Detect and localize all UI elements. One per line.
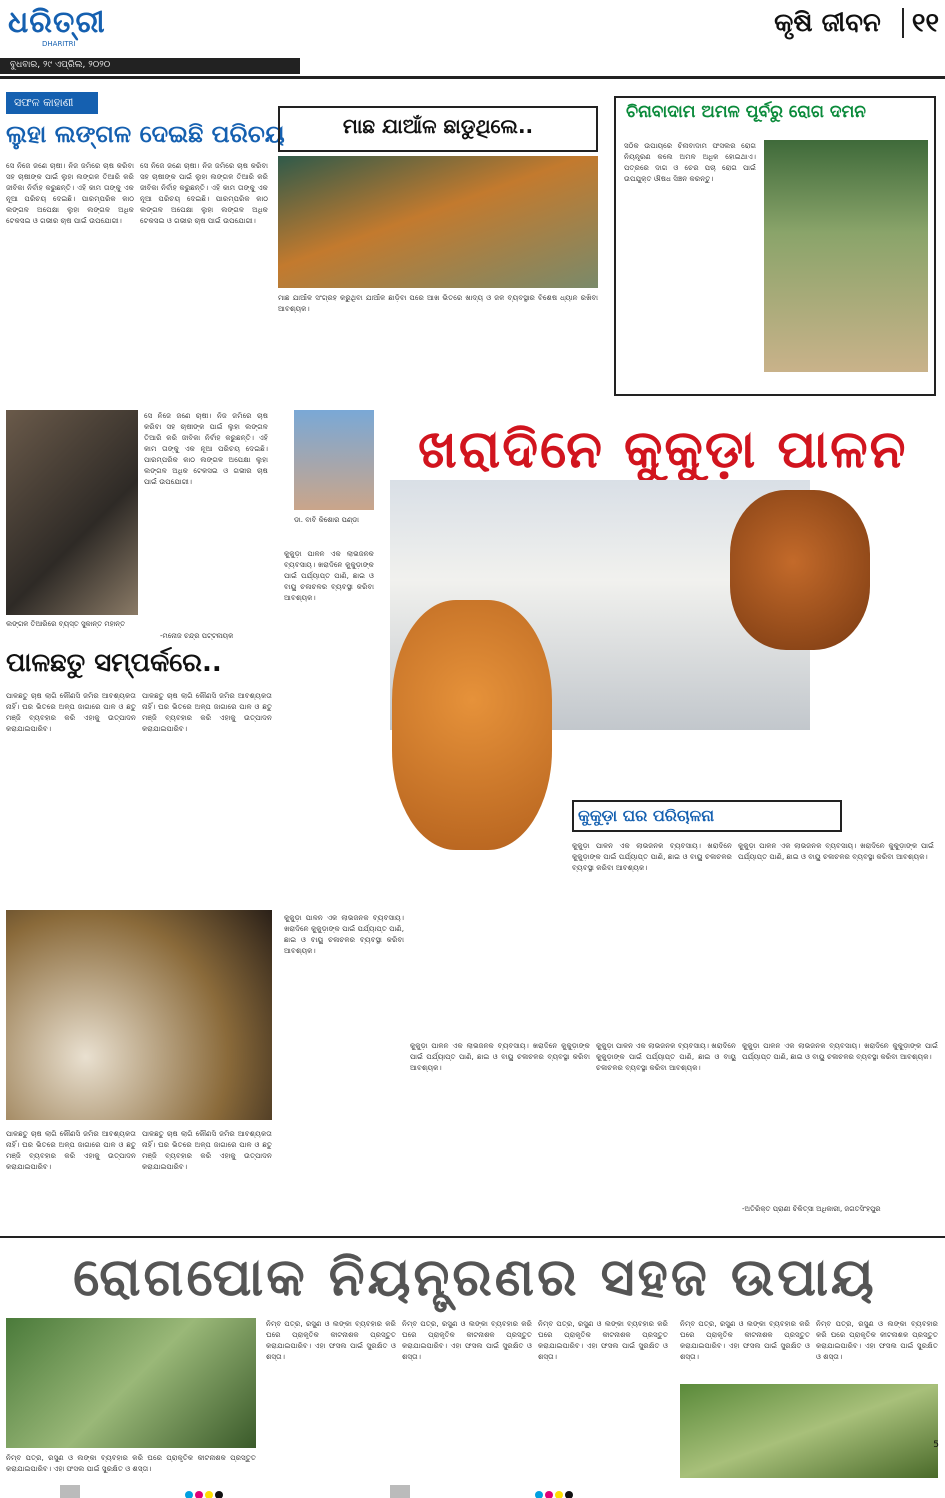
newspaper-logo [8,6,128,54]
registration-block [60,1485,80,1498]
page-marker: 5 [933,1440,939,1450]
groundnut-photo [764,140,928,372]
story6-body-col5: ନିମ୍ବ ପତ୍ର, ରସୁଣ ଓ ଲଙ୍କା ବ୍ୟବହାର କରି ଘରେ ପ୍ରାକୃତିକ କୀଟନାଶକ ପ୍ରସ୍ତୁତ କରାଯାଇପାରିବ। ଏହା ଫସଲ ପାଇଁ ସୁରକ୍ଷିତ ଓ ଶସ୍ତା। [816,1319,938,1361]
cmyk-marks [185,1484,230,1498]
magenta-dot [195,1491,203,1498]
herb-plant-photo [680,1384,938,1478]
story4-body-col1: ପାଳଛତୁ ଚାଷ ଲାଗି କୌଣସି ଜମିର ଆବଶ୍ୟକତା ନାହିଁ। ଘର ଭିତରେ ଅଳ୍ପ ଜାଗାରେ ପାଳ ଓ ଛତୁ ମଞ୍ଜି ବ୍ୟବହାର କରି ଏହାକୁ ଉତ୍ପାଦନ କରାଯାଇପାରିବ। [6,691,136,733]
yellow-dot [555,1491,563,1498]
fish-pond-photo [278,156,598,288]
story5-body-col5: କୁକୁଡ଼ା ପାଳନ ଏକ ଲାଭଜନକ ବ୍ୟବସାୟ। ଖରାଦିନେ କୁକୁଡ଼ାଙ୍କ ପାଇଁ ପର୍ଯ୍ୟାପ୍ତ ପାଣି, ଛାଇ ଓ ବାୟୁ ଚଳାଚଳର ବ୍ୟବସ୍ଥା କରିବା ଆବଶ୍ୟକ। [410,1041,590,1072]
black-dot [215,1491,223,1498]
black-dot [565,1491,573,1498]
cyan-dot [185,1491,193,1498]
story5-body-col6: କୁକୁଡ଼ା ପାଳନ ଏକ ଲାଭଜନକ ବ୍ୟବସାୟ। ଖରାଦିନେ କୁକୁଡ଼ାଙ୍କ ପାଇଁ ପର୍ଯ୍ୟାପ୍ତ ପାଣି, ଛାଇ ଓ ବାୟୁ ଚଳାଚଳର ବ୍ୟବସ୍ଥା କରିବା ଆବଶ୍ୟକ। [596,1041,736,1072]
story6-body-col4: ନିମ୍ବ ପତ୍ର, ରସୁଣ ଓ ଲଙ୍କା ବ୍ୟବହାର କରି ଘରେ ପ୍ରାକୃତିକ କୀଟନାଶକ ପ୍ରସ୍ତୁତ କରାଯାଇପାରିବ। ଏହା ଫସଲ ପାଇଁ ସୁରକ୍ଷିତ ଓ ଶସ୍ତା। [680,1319,810,1361]
story5-body-col3: କୁକୁଡ଼ା ପାଳନ ଏକ ଲାଭଜନକ ବ୍ୟବସାୟ। ଖରାଦିନେ କୁକୁଡ଼ାଙ୍କ ପାଇଁ ପର୍ଯ୍ୟାପ୍ତ ପାଣି, ଛାଇ ଓ ବାୟୁ ଚଳାଚଳର ବ୍ୟବସ୍ଥା କରିବା ଆବଶ୍ୟକ। [572,841,732,872]
logo-text: ଧରିତ୍ରୀ [8,5,106,40]
logo-english: DHARITRI [42,40,76,48]
author-name: ଡା. ବାବି କିଶୋର ପଣ୍ଡା [294,516,359,524]
story6-body-col3: ନିମ୍ବ ପତ୍ର, ରସୁଣ ଓ ଲଙ୍କା ବ୍ୟବହାର କରି ଘରେ ପ୍ରାକୃତିକ କୀଟନାଶକ ପ୍ରସ୍ତୁତ କରାଯାଇପାରିବ। ଏହା ଫସଲ ପାଇଁ ସୁରକ୍ଷିତ ଓ ଶସ୍ତା। [538,1319,668,1361]
section-title [774,8,939,39]
dateline: ବୁଧବାର, ୨୯ ଏପ୍ରିଲ, ୨୦୨୦ [0,58,300,74]
hen-photo-right [730,490,870,650]
story3-body: ସଠିକ ଉପାୟରେ ଚିନାବାଦାମ ଫସଲର ରୋଗ ନିୟନ୍ତ୍ରଣ କଲେ ଅମଳ ଅଧିକ ହୋଇଥାଏ। ପତ୍ରରେ ଦାଗ ଓ ଚେର ପଚା ରୋଗ ପାଇଁ ଉପଯୁକ୍ତ ଔଷଧ ସିଞ୍ଚନ କରନ୍ତୁ। [624,141,756,183]
mushroom-photo [6,910,272,1120]
story6-body-col1: ନିମ୍ବ ପତ୍ର, ରସୁଣ ଓ ଲଙ୍କା ବ୍ୟବହାର କରି ଘରେ ପ୍ରାକୃତିକ କୀଟନାଶକ ପ୍ରସ୍ତୁତ କରାଯାଇପାରିବ। ଏହା ଫସଲ ପାଇଁ ସୁରକ୍ଷିତ ଓ ଶସ୍ତା। [266,1319,396,1361]
story2-body: ମାଛ ଯାଆଁଳ ସଂଗ୍ରହ କରୁଥିବା ଯାଆଁଳ ଛାଡ଼ିବା ପରେ ଆଖ ଭିତରେ ଖାଦ୍ୟ ଓ ଜଳ ବ୍ୟବସ୍ଥାର ବିଶେଷ ଧ୍ୟାନ ରଖିବା ଆବଶ୍ୟକ। [278,293,598,313]
top-rule [0,76,945,79]
story-kicker: ସଫଳ କାହାଣୀ [6,92,98,114]
story5-subhead: କୁକୁଡ଼ା ଘର ପରିଚାଳନା [572,800,842,832]
neem-leaves-photo [6,1318,256,1448]
registration-block [390,1485,410,1498]
story5-body-col1: କୁକୁଡ଼ା ପାଳନ ଏକ ଲାଭଜନକ ବ୍ୟବସାୟ। ଖରାଦିନେ କୁକୁଡ଼ାଙ୍କ ପାଇଁ ପର୍ଯ୍ୟାପ୍ତ ପାଣି, ଛାଇ ଓ ବାୟୁ ଚଳାଚଳର ବ୍ୟବସ୍ଥା କରିବା ଆବଶ୍ୟକ। [284,549,374,602]
story5-headline: ଖରାଦିନେ କୁକୁଡ଼ା ପାଳନ [418,420,908,480]
section-rule [0,1236,945,1238]
story5-body-col7: କୁକୁଡ଼ା ପାଳନ ଏକ ଲାଭଜନକ ବ୍ୟବସାୟ। ଖରାଦିନେ କୁକୁଡ଼ାଙ୍କ ପାଇଁ ପର୍ଯ୍ୟାପ୍ତ ପାଣି, ଛାଇ ଓ ବାୟୁ ଚଳାଚଳର ବ୍ୟବସ୍ଥା କରିବା ଆବଶ୍ୟକ। [742,1041,938,1061]
story6-headline: ରୋଗପୋକ ନିୟନ୍ତ୍ରଣର ସହଜ ଉପାୟ [73,1248,877,1308]
story4-body-col3: ପାଳଛତୁ ଚାଷ ଲାଗି କୌଣସି ଜମିର ଆବଶ୍ୟକତା ନାହିଁ। ଘର ଭିତରେ ଅଳ୍ପ ଜାଗାରେ ପାଳ ଓ ଛତୁ ମଞ୍ଜି ବ୍ୟବହାର କରି ଏହାକୁ ଉତ୍ପାଦନ କରାଯାଇପାରିବ। [6,1129,136,1171]
story6-caption: ନିମ୍ବ ପତ୍ର, ରସୁଣ ଓ ଲଙ୍କା ବ୍ୟବହାର କରି ଘରେ ପ୍ରାକୃତିକ କୀଟନାଶକ ପ୍ରସ୍ତୁତ କରାଯାଇପାରିବ। ଏହା ଫସଲ ପାଇଁ ସୁରକ୍ଷିତ ଓ ଶସ୍ତା। [6,1453,256,1473]
hen-photo-left [392,600,552,850]
section-name: କୃଷି ଜୀବନ [774,8,881,38]
story1-byline: -ମନୋଜ ଚନ୍ଦ୍ର ପଟ୍ଟନାୟକ [160,632,234,640]
story5-body-col2: କୁକୁଡ଼ା ପାଳନ ଏକ ଲାଭଜନକ ବ୍ୟବସାୟ। ଖରାଦିନେ କୁକୁଡ଼ାଙ୍କ ପାଇଁ ପର୍ଯ୍ୟାପ୍ତ ପାଣି, ଛାଇ ଓ ବାୟୁ ଚଳାଚଳର ବ୍ୟବସ୍ଥା କରିବା ଆବଶ୍ୟକ। [284,913,404,955]
story1-body-col3: ସେ ନିଜେ ଜଣେ ଚାଷୀ। ନିଜ ଜମିରେ ଚାଷ କରିବା ସହ ଚାଷୀଙ୍କ ପାଇଁ ଲୁହା ଲଙ୍ଗଳ ତିଆରି କରି ଜୀବିକା ନିର୍ବାହ କରୁଛନ୍ତି। ଏହି କାମ ତାଙ୍କୁ ଏକ ନୂଆ ପରିଚୟ ଦେଇଛି। ପାରମ୍ପରିକ କାଠ ଲଙ୍ଗଳ ଅପେକ୍ଷା ଲୁହା ଲଙ୍ଗଳ ଅଧିକ ଟେକସଇ ଓ ଗଭୀର ଚାଷ ପାଇଁ ଉପଯୋଗୀ। [144,411,268,486]
page-number: ୧୧ [902,8,939,38]
story4-headline: ପାଳଛତୁ ସମ୍ପର୍କରେ.. [6,648,222,678]
author-photo [294,410,374,510]
story2-headline: ମାଛ ଯାଆଁଳ ଛାଡୁଥିଲେ.. [278,106,598,152]
story5-footer: -ଅତିରିକ୍ତ ପ୍ରାଣୀ ଚିକିତ୍ସା ଅଧିକାରୀ, ଜଗତସିଂହପୁର [742,1205,881,1213]
story1-body-col2: ସେ ନିଜେ ଜଣେ ଚାଷୀ। ନିଜ ଜମିରେ ଚାଷ କରିବା ସହ ଚାଷୀଙ୍କ ପାଇଁ ଲୁହା ଲଙ୍ଗଳ ତିଆରି କରି ଜୀବିକା ନିର୍ବାହ କରୁଛନ୍ତି। ଏହି କାମ ତାଙ୍କୁ ଏକ ନୂଆ ପରିଚୟ ଦେଇଛି। ପାରମ୍ପରିକ କାଠ ଲଙ୍ଗଳ ଅପେକ୍ଷା ଲୁହା ଲଙ୍ଗଳ ଅଧିକ ଟେକସଇ ଓ ଗଭୀର ଚାଷ ପାଇଁ ଉପଯୋଗୀ। [140,161,268,225]
story5-body-col4: କୁକୁଡ଼ା ପାଳନ ଏକ ଲାଭଜନକ ବ୍ୟବସାୟ। ଖରାଦିନେ କୁକୁଡ଼ାଙ୍କ ପାଇଁ ପର୍ଯ୍ୟାପ୍ତ ପାଣି, ଛାଇ ଓ ବାୟୁ ଚଳାଚଳର ବ୍ୟବସ୍ଥା କରିବା ଆବଶ୍ୟକ। [738,841,934,861]
story1-headline: ଲୁହା ଲଙ୍ଗଳ ଦେଇଛି ପରିଚୟ [6,120,285,148]
magenta-dot [545,1491,553,1498]
yellow-dot [205,1491,213,1498]
cmyk-marks [535,1484,575,1498]
story3-headline: ଚିନାବାଦାମ ଅମଳ ପୂର୍ବରୁ ରୋଗ ଦମନ [626,102,866,122]
story4-body-col4: ପାଳଛତୁ ଚାଷ ଲାଗି କୌଣସି ଜମିର ଆବଶ୍ୟକତା ନାହିଁ। ଘର ଭିତରେ ଅଳ୍ପ ଜାଗାରେ ପାଳ ଓ ଛତୁ ମଞ୍ଜି ବ୍ୟବହାର କରି ଏହାକୁ ଉତ୍ପାଦନ କରାଯାଇପାରିବ। [142,1129,272,1171]
story1-body-col1: ସେ ନିଜେ ଜଣେ ଚାଷୀ। ନିଜ ଜମିରେ ଚାଷ କରିବା ସହ ଚାଷୀଙ୍କ ପାଇଁ ଲୁହା ଲଙ୍ଗଳ ତିଆରି କରି ଜୀବିକା ନିର୍ବାହ କରୁଛନ୍ତି। ଏହି କାମ ତାଙ୍କୁ ଏକ ନୂଆ ପରିଚୟ ଦେଇଛି। ପାରମ୍ପରିକ କାଠ ଲଙ୍ଗଳ ଅପେକ୍ଷା ଲୁହା ଲଙ୍ଗଳ ଅଧିକ ଟେକସଇ ଓ ଗଭୀର ଚାଷ ପାଇଁ ଉପଯୋଗୀ। [6,161,134,225]
photo-caption: ଲଙ୍ଗଳ ତିଆରିରେ ବ୍ୟସ୍ତ ସୁକାନ୍ତ ମହାନ୍ତ [6,620,126,628]
story6-body-col2: ନିମ୍ବ ପତ୍ର, ରସୁଣ ଓ ଲଙ୍କା ବ୍ୟବହାର କରି ଘରେ ପ୍ରାକୃତିକ କୀଟନାଶକ ପ୍ରସ୍ତୁତ କରାଯାଇପାରିବ। ଏହା ଫସଲ ପାଇଁ ସୁରକ୍ଷିତ ଓ ଶସ୍ତା। [402,1319,532,1361]
blacksmith-photo [6,410,138,615]
cyan-dot [535,1491,543,1498]
story4-body-col2: ପାଳଛତୁ ଚାଷ ଲାଗି କୌଣସି ଜମିର ଆବଶ୍ୟକତା ନାହିଁ। ଘର ଭିତରେ ଅଳ୍ପ ଜାଗାରେ ପାଳ ଓ ଛତୁ ମଞ୍ଜି ବ୍ୟବହାର କରି ଏହାକୁ ଉତ୍ପାଦନ କରାଯାଇପାରିବ। [142,691,272,733]
